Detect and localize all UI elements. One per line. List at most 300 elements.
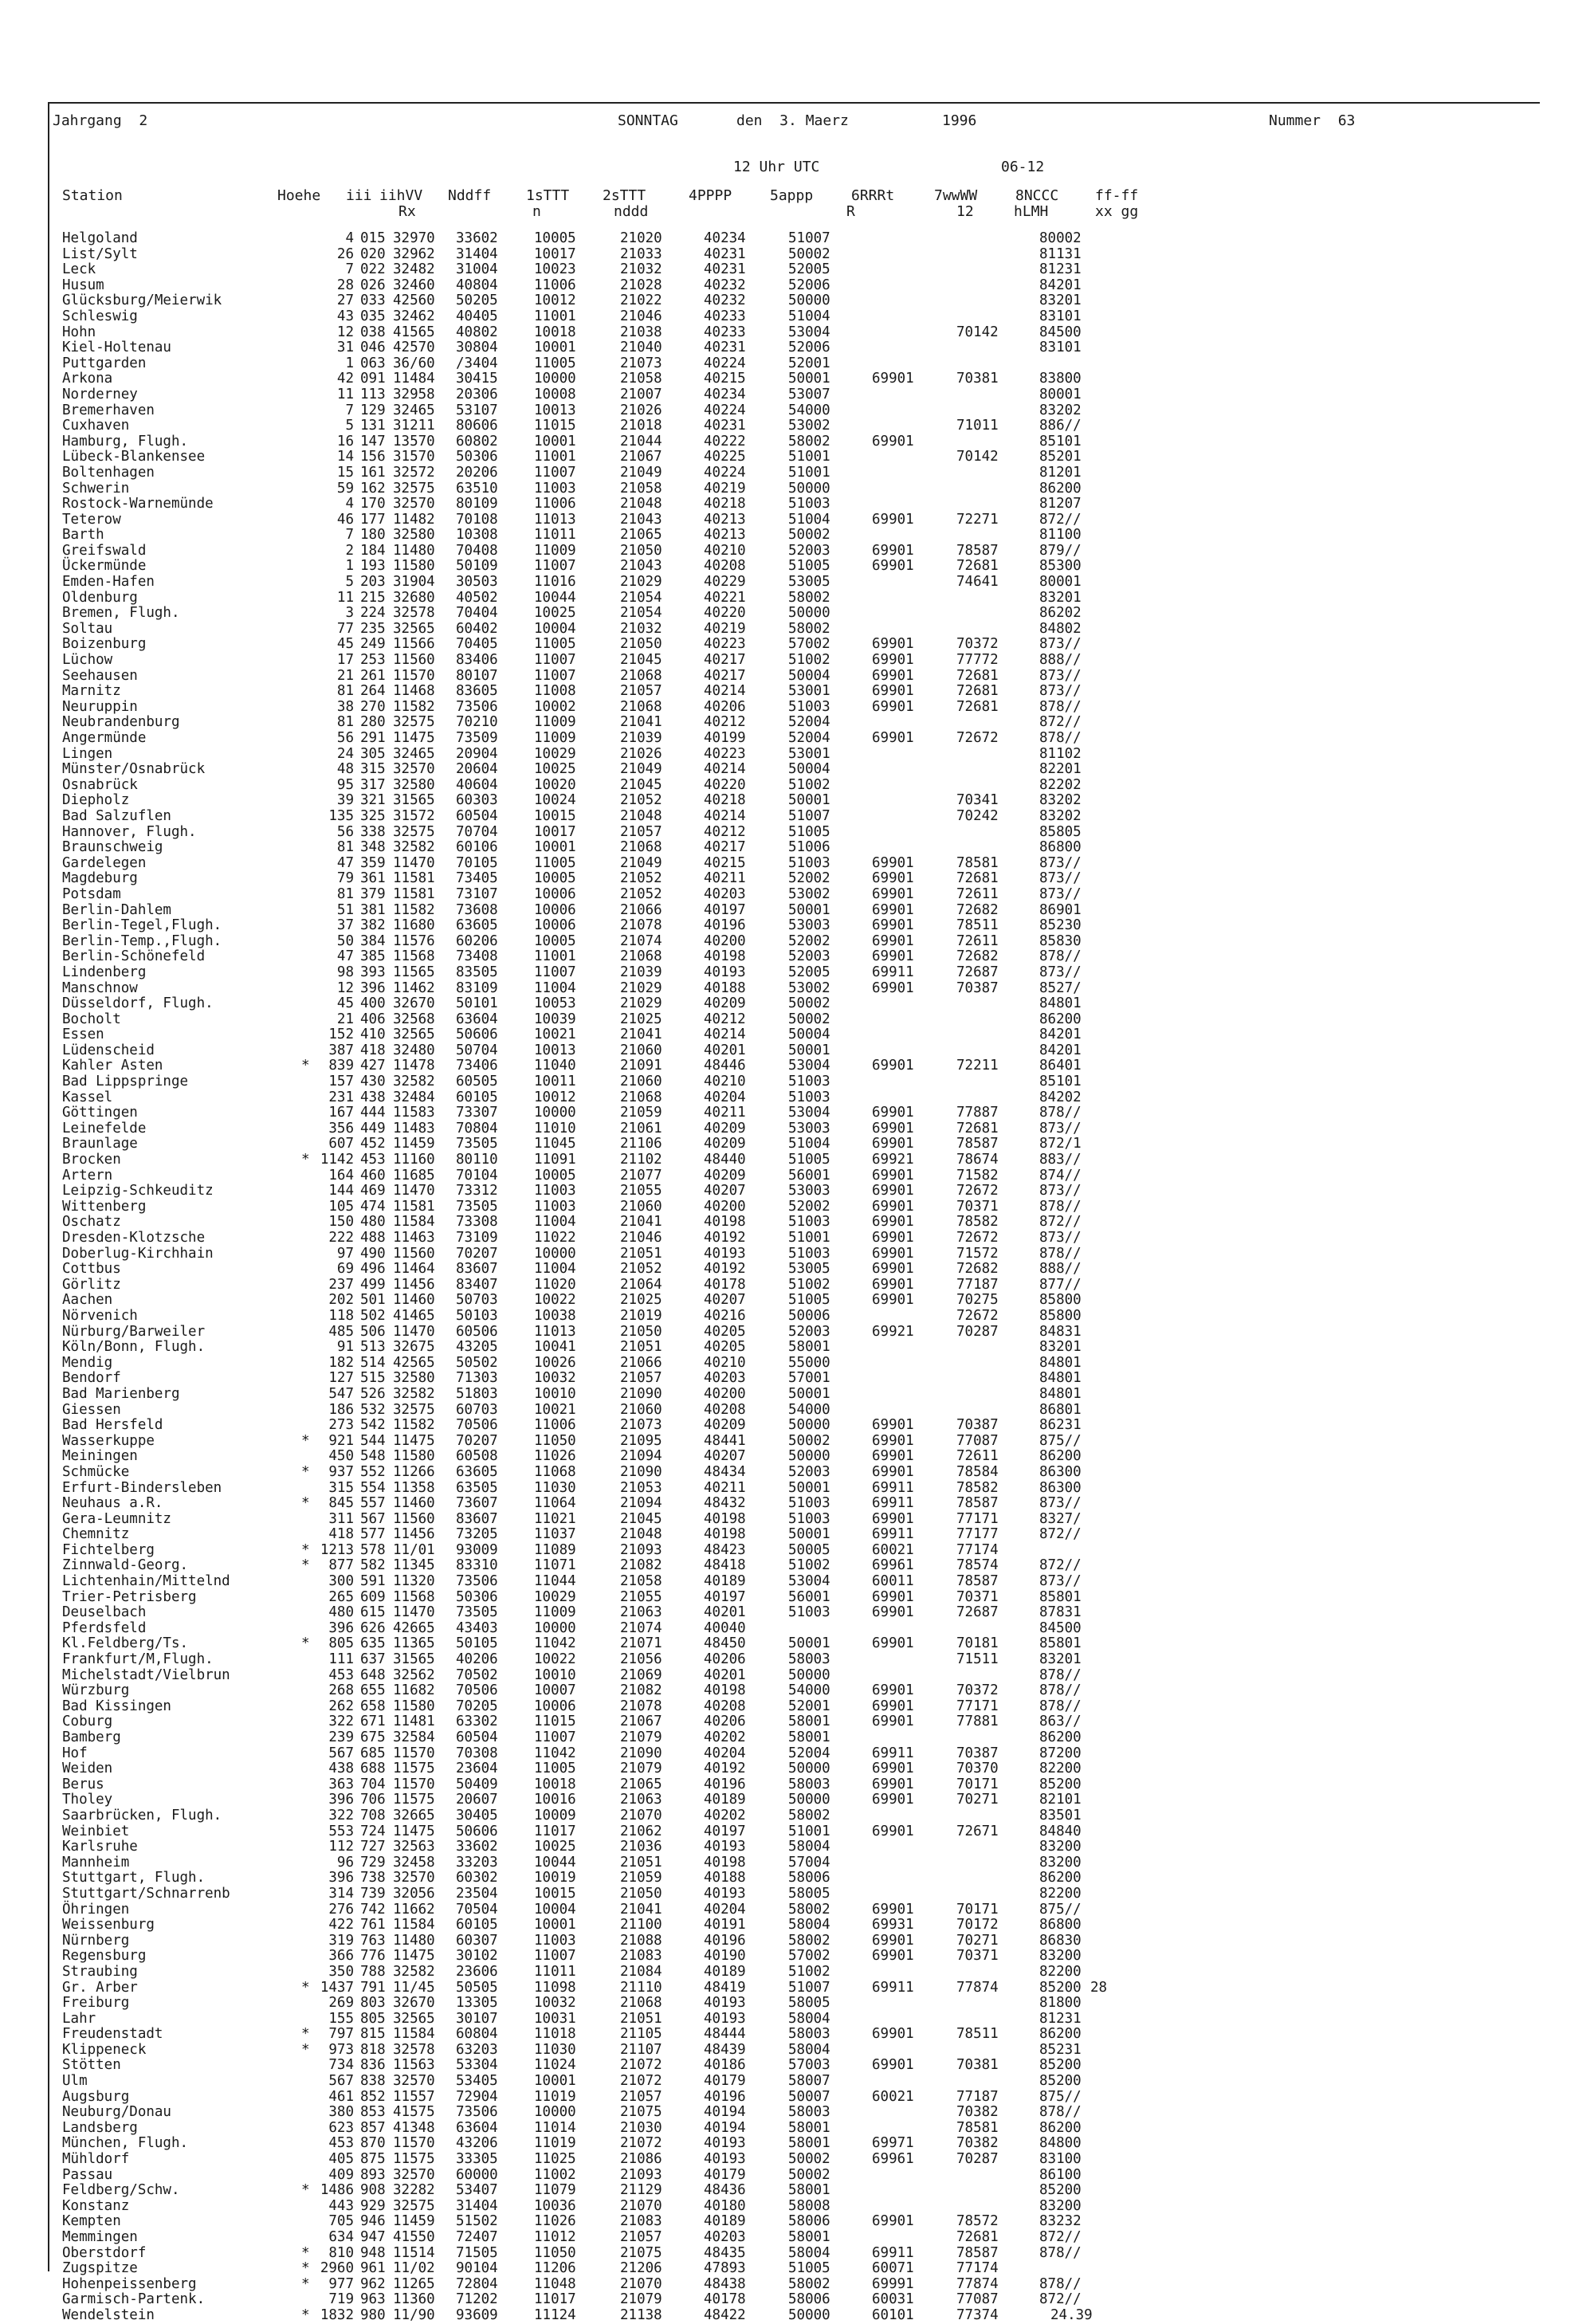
station-name: Freiburg bbox=[62, 1995, 130, 2012]
synop-group: 10038 bbox=[534, 1307, 576, 1324]
synop-group: 30503 bbox=[456, 574, 498, 591]
synop-group: 51005 bbox=[788, 2260, 830, 2277]
station-height: 553 bbox=[328, 1823, 354, 1839]
synop-group: 20604 bbox=[456, 761, 498, 778]
synop-group: 21033 bbox=[620, 245, 662, 262]
station-name: Feldberg/Schw. bbox=[62, 2182, 180, 2199]
synop-group: 40197 bbox=[704, 901, 746, 918]
synop-group: 11570 bbox=[393, 1745, 435, 1761]
synop-group: 87831 bbox=[1039, 1604, 1082, 1621]
station-index: 706 bbox=[360, 1792, 386, 1808]
station-height: 1832 bbox=[320, 2306, 354, 2323]
synop-group: 21074 bbox=[620, 932, 662, 949]
station-index: 427 bbox=[360, 1058, 386, 1074]
station-name: Lingen bbox=[62, 745, 113, 762]
station-name: Stuttgart, Flugh. bbox=[62, 1870, 206, 1886]
synop-group: 53001 bbox=[788, 683, 830, 700]
station-height: 42 bbox=[336, 371, 354, 387]
synop-group: 36/60 bbox=[393, 355, 435, 371]
synop-group: 70142 bbox=[956, 449, 999, 465]
synop-group: 40190 bbox=[704, 1948, 746, 1965]
synop-group: 70804 bbox=[456, 1120, 498, 1136]
station-height: 634 bbox=[328, 2229, 354, 2245]
synop-group: 21049 bbox=[620, 854, 662, 871]
synop-group: 71582 bbox=[956, 1167, 999, 1184]
station-height: 7 bbox=[345, 527, 354, 544]
synop-group: 58004 bbox=[788, 1839, 830, 1855]
synop-group: 63302 bbox=[456, 1714, 498, 1730]
synop-group: 69901 bbox=[872, 1058, 914, 1074]
synop-group: 11/45 bbox=[393, 1979, 435, 1996]
synop-group: 72681 bbox=[956, 2229, 999, 2245]
station-height: 453 bbox=[328, 2135, 354, 2152]
synop-group: 21054 bbox=[620, 605, 662, 622]
synop-group: 69901 bbox=[872, 1432, 914, 1449]
synop-group: 21028 bbox=[620, 277, 662, 293]
synop-group: 85200 bbox=[1039, 2057, 1082, 2074]
station-index: 526 bbox=[360, 1385, 386, 1402]
station-name: Berus bbox=[62, 1776, 104, 1792]
synop-group: 85101 bbox=[1039, 1074, 1082, 1090]
synop-group: 72672 bbox=[956, 730, 999, 746]
station-index: 582 bbox=[360, 1557, 386, 1574]
station-index: 449 bbox=[360, 1120, 386, 1136]
col-header: Hoehe bbox=[277, 187, 321, 204]
station-index: 609 bbox=[360, 1588, 386, 1605]
synop-group: 21075 bbox=[620, 2104, 662, 2121]
synop-group: 51006 bbox=[788, 839, 830, 856]
synop-group: 50002 bbox=[788, 995, 830, 1012]
synop-group: 11019 bbox=[534, 2088, 576, 2105]
synop-group: 11575 bbox=[393, 1792, 435, 1808]
synop-group: 78581 bbox=[956, 854, 999, 871]
mountain-asterisk: * bbox=[301, 1979, 310, 1996]
station-index: 515 bbox=[360, 1370, 386, 1387]
station-height: 607 bbox=[328, 1136, 354, 1152]
synop-group: 40194 bbox=[704, 2104, 746, 2121]
synop-group: 53001 bbox=[788, 745, 830, 762]
synop-group: 51007 bbox=[788, 807, 830, 824]
station-name: Öhringen bbox=[62, 1901, 130, 1918]
synop-group: 60105 bbox=[456, 1917, 498, 1933]
synop-group: 32575 bbox=[393, 1401, 435, 1418]
station-index: 502 bbox=[360, 1307, 386, 1324]
station-name: Berlin-Schönefeld bbox=[62, 948, 206, 965]
station-height: 97 bbox=[336, 1245, 354, 1262]
synop-group: 21072 bbox=[620, 2057, 662, 2074]
station-name: Stuttgart/Schnarrenb bbox=[62, 1885, 230, 1902]
synop-group: 69901 bbox=[872, 2057, 914, 2074]
synop-group: 69901 bbox=[872, 1682, 914, 1699]
synop-group: 72681 bbox=[956, 667, 999, 684]
synop-group: 72271 bbox=[956, 511, 999, 528]
synop-group: 10006 bbox=[534, 901, 576, 918]
synop-group: 69901 bbox=[872, 1776, 914, 1792]
synop-group: 21062 bbox=[620, 1823, 662, 1839]
synop-group: 32665 bbox=[393, 1807, 435, 1823]
station-height: 81 bbox=[336, 683, 354, 700]
synop-group: 63505 bbox=[456, 1479, 498, 1496]
station-index: 035 bbox=[360, 308, 386, 324]
synop-group: 40206 bbox=[704, 1651, 746, 1668]
synop-group: 11480 bbox=[393, 542, 435, 559]
synop-group: 69971 bbox=[872, 2135, 914, 2152]
synop-group: 73506 bbox=[456, 1573, 498, 1590]
synop-group: 51005 bbox=[788, 1152, 830, 1168]
station-name: Konstanz bbox=[62, 2197, 130, 2214]
station-index: 962 bbox=[360, 2275, 386, 2292]
synop-group: 32570 bbox=[393, 1870, 435, 1886]
synop-group: 73109 bbox=[456, 1230, 498, 1246]
synop-group: 70181 bbox=[956, 1635, 999, 1652]
synop-group: 60508 bbox=[456, 1448, 498, 1465]
synop-group: 31904 bbox=[393, 574, 435, 591]
synop-group: 21022 bbox=[620, 292, 662, 309]
station-height: 79 bbox=[336, 870, 354, 887]
synop-group: 77874 bbox=[956, 2275, 999, 2292]
station-index: 193 bbox=[360, 558, 386, 575]
station-name: Berlin-Dahlem bbox=[62, 901, 171, 918]
synop-group: 40198 bbox=[704, 948, 746, 965]
synop-group: 40217 bbox=[704, 652, 746, 669]
synop-group: 21068 bbox=[620, 948, 662, 965]
synop-group: 10009 bbox=[534, 1807, 576, 1823]
synop-group: 53007 bbox=[788, 386, 830, 402]
synop-group: 8327/ bbox=[1039, 1510, 1082, 1527]
synop-group: 21090 bbox=[620, 1385, 662, 1402]
synop-group: 32565 bbox=[393, 1027, 435, 1043]
synop-group: 10308 bbox=[456, 527, 498, 544]
synop-group: 11011 bbox=[534, 527, 576, 544]
synop-group: 21052 bbox=[620, 870, 662, 887]
header-jahrgang: Jahrgang 2 bbox=[53, 112, 148, 129]
synop-group: 11007 bbox=[534, 464, 576, 481]
synop-group: 11160 bbox=[393, 1152, 435, 1168]
synop-group: 32575 bbox=[393, 823, 435, 840]
synop-group: 69911 bbox=[872, 1745, 914, 1761]
synop-group: 21032 bbox=[620, 261, 662, 278]
synop-group: 11484 bbox=[393, 371, 435, 387]
synop-group: 10012 bbox=[534, 292, 576, 309]
synop-group: 11001 bbox=[534, 449, 576, 465]
synop-group: 21102 bbox=[620, 1152, 662, 1168]
synop-group: 11470 bbox=[393, 1183, 435, 1199]
station-height: 805 bbox=[328, 1635, 354, 1652]
synop-group: 23606 bbox=[456, 1963, 498, 1980]
synop-group: 40207 bbox=[704, 1183, 746, 1199]
synop-group: 40219 bbox=[704, 480, 746, 497]
synop-group: 70371 bbox=[956, 1948, 999, 1965]
synop-group: 50006 bbox=[788, 1307, 830, 1324]
synop-group: 32465 bbox=[393, 402, 435, 418]
station-name: Saarbrücken, Flugh. bbox=[62, 1807, 222, 1823]
synop-group: 70104 bbox=[456, 1167, 498, 1184]
synop-group: 11470 bbox=[393, 1604, 435, 1621]
synop-group: 11475 bbox=[393, 1823, 435, 1839]
synop-group: 872// bbox=[1039, 511, 1082, 528]
station-height: 81 bbox=[336, 839, 354, 856]
synop-group: 21050 bbox=[620, 1885, 662, 1902]
synop-group: 50007 bbox=[788, 2088, 830, 2105]
synop-group: 63605 bbox=[456, 917, 498, 934]
synop-group: 32465 bbox=[393, 745, 435, 762]
synop-group: 83100 bbox=[1039, 2151, 1082, 2168]
station-index: 727 bbox=[360, 1839, 386, 1855]
synop-group: 73307 bbox=[456, 1105, 498, 1121]
synop-group: 21068 bbox=[620, 1995, 662, 2012]
synop-group: 69911 bbox=[872, 1526, 914, 1543]
synop-group: 70242 bbox=[956, 807, 999, 824]
synop-group: 40604 bbox=[456, 776, 498, 793]
synop-group: 84801 bbox=[1039, 1370, 1082, 1387]
synop-group: 86401 bbox=[1039, 1058, 1082, 1074]
synop-group: 81201 bbox=[1039, 464, 1082, 481]
station-height: 12 bbox=[336, 979, 354, 996]
station-index: 321 bbox=[360, 792, 386, 809]
synop-group: 69901 bbox=[872, 1214, 914, 1231]
synop-group: 32970 bbox=[393, 230, 435, 246]
synop-group: 11016 bbox=[534, 574, 576, 591]
synop-group: 10006 bbox=[534, 1698, 576, 1714]
station-name: Lübeck-Blankensee bbox=[62, 449, 206, 465]
synop-group: 53004 bbox=[788, 1105, 830, 1121]
synop-group: 40217 bbox=[704, 667, 746, 684]
synop-group: 58003 bbox=[788, 2104, 830, 2121]
synop-group: 32582 bbox=[393, 1963, 435, 1980]
station-height: 7 bbox=[345, 402, 354, 418]
synop-group: 51004 bbox=[788, 308, 830, 324]
mountain-asterisk: * bbox=[301, 1432, 310, 1449]
synop-group: 11583 bbox=[393, 1105, 435, 1121]
synop-group: 10031 bbox=[534, 2010, 576, 2027]
synop-group: 60303 bbox=[456, 792, 498, 809]
synop-group: 11005 bbox=[534, 355, 576, 371]
synop-group: 78587 bbox=[956, 542, 999, 559]
station-height: 265 bbox=[328, 1588, 354, 1605]
synop-group: 83109 bbox=[456, 979, 498, 996]
synop-group: 52002 bbox=[788, 870, 830, 887]
station-name: Oschatz bbox=[62, 1214, 121, 1231]
station-height: 396 bbox=[328, 1870, 354, 1886]
synop-group: 40209 bbox=[704, 1120, 746, 1136]
extra-value: 28 bbox=[1090, 1979, 1108, 1996]
synop-group: 30415 bbox=[456, 371, 498, 387]
header-nummer: Nummer 63 bbox=[1269, 112, 1356, 129]
station-name: Hannover, Flugh. bbox=[62, 823, 197, 840]
synop-group: 73607 bbox=[456, 1495, 498, 1512]
station-name: Magdeburg bbox=[62, 870, 138, 887]
synop-group: 50103 bbox=[456, 1307, 498, 1324]
synop-group: 20904 bbox=[456, 745, 498, 762]
synop-group: 71011 bbox=[956, 418, 999, 434]
synop-group: 20206 bbox=[456, 464, 498, 481]
synop-group: 82200 bbox=[1039, 1885, 1082, 1902]
synop-group: 40222 bbox=[704, 433, 746, 449]
synop-group: 11007 bbox=[534, 1729, 576, 1745]
synop-group: 60105 bbox=[456, 1089, 498, 1105]
synop-group: 40208 bbox=[704, 1698, 746, 1714]
synop-group: 73506 bbox=[456, 2104, 498, 2121]
station-name: Garmisch-Partenk. bbox=[62, 2291, 206, 2308]
synop-group: 11265 bbox=[393, 2275, 435, 2292]
synop-group: 32670 bbox=[393, 1995, 435, 2012]
synop-group: 40194 bbox=[704, 2119, 746, 2136]
synop-group: 878// bbox=[1039, 698, 1082, 715]
station-height: 37 bbox=[336, 917, 354, 934]
synop-group: 21040 bbox=[620, 340, 662, 356]
station-name: Bad Hersfeld bbox=[62, 1417, 163, 1434]
station-name: Barth bbox=[62, 527, 104, 544]
station-name: List/Sylt bbox=[62, 245, 138, 262]
synop-group: 70105 bbox=[456, 854, 498, 871]
synop-group: 73406 bbox=[456, 1058, 498, 1074]
synop-group: 11012 bbox=[534, 2229, 576, 2245]
synop-group: 58001 bbox=[788, 1339, 830, 1356]
synop-group: 11580 bbox=[393, 558, 435, 575]
synop-group: 21079 bbox=[620, 1761, 662, 1777]
synop-group: 40209 bbox=[704, 1136, 746, 1152]
synop-group: 77177 bbox=[956, 1526, 999, 1543]
synop-group: 83200 bbox=[1039, 1839, 1082, 1855]
station-name: Emden-Hafen bbox=[62, 574, 155, 591]
col-header: ff-ff bbox=[1095, 187, 1139, 204]
synop-group: 70408 bbox=[456, 542, 498, 559]
col-header: Nddff bbox=[448, 187, 492, 204]
synop-group: 40220 bbox=[704, 605, 746, 622]
synop-group: 11475 bbox=[393, 730, 435, 746]
station-height: 38 bbox=[336, 698, 354, 715]
synop-group: 11064 bbox=[534, 1495, 576, 1512]
synop-group: 51005 bbox=[788, 558, 830, 575]
station-index: 215 bbox=[360, 589, 386, 606]
synop-group: 77187 bbox=[956, 1276, 999, 1293]
synop-group: 73312 bbox=[456, 1183, 498, 1199]
station-height: 810 bbox=[328, 2244, 354, 2261]
mountain-asterisk: * bbox=[301, 2275, 310, 2292]
station-index: 348 bbox=[360, 839, 386, 856]
station-name: Aachen bbox=[62, 1292, 113, 1309]
synop-group: 69901 bbox=[872, 1604, 914, 1621]
synop-group: 40193 bbox=[704, 2151, 746, 2168]
station-index: 261 bbox=[360, 667, 386, 684]
synop-group: 10011 bbox=[534, 1074, 576, 1090]
station-index: 724 bbox=[360, 1823, 386, 1839]
station-height: 350 bbox=[328, 1963, 354, 1980]
synop-group: 11459 bbox=[393, 2213, 435, 2230]
synop-group: 57001 bbox=[788, 1370, 830, 1387]
synop-group: 32570 bbox=[393, 496, 435, 512]
synop-group: 70171 bbox=[956, 1901, 999, 1918]
synop-group: 51001 bbox=[788, 1823, 830, 1839]
synop-group: 41550 bbox=[393, 2229, 435, 2245]
synop-group: 21066 bbox=[620, 1354, 662, 1371]
synop-group: 10017 bbox=[534, 245, 576, 262]
mountain-asterisk: * bbox=[301, 1463, 310, 1480]
synop-group: 11014 bbox=[534, 2119, 576, 2136]
station-name: Gardelegen bbox=[62, 854, 147, 871]
station-height: 705 bbox=[328, 2213, 354, 2230]
synop-group: 10000 bbox=[534, 1245, 576, 1262]
synop-group: 87200 bbox=[1039, 1745, 1082, 1761]
station-index: 615 bbox=[360, 1604, 386, 1621]
synop-group: 50002 bbox=[788, 2166, 830, 2183]
col-subheader: R bbox=[846, 203, 855, 220]
station-index: 305 bbox=[360, 745, 386, 762]
synop-group: 69901 bbox=[872, 2026, 914, 2043]
synop-group: 58004 bbox=[788, 2244, 830, 2261]
synop-group: 10019 bbox=[534, 1870, 576, 1886]
synop-group: 77174 bbox=[956, 1541, 999, 1558]
synop-group: 872// bbox=[1039, 2229, 1082, 2245]
station-index: 015 bbox=[360, 230, 386, 246]
station-height: 69 bbox=[336, 1261, 354, 1278]
station-index: 853 bbox=[360, 2104, 386, 2121]
synop-group: 874// bbox=[1039, 1167, 1082, 1184]
station-height: 396 bbox=[328, 1792, 354, 1808]
station-height: 2 bbox=[345, 542, 354, 559]
station-height: 268 bbox=[328, 1682, 354, 1699]
synop-group: 31404 bbox=[456, 245, 498, 262]
synop-group: 11006 bbox=[534, 1417, 576, 1434]
station-height: 734 bbox=[328, 2057, 354, 2074]
synop-group: 84831 bbox=[1039, 1323, 1082, 1340]
station-name: Glücksburg/Meierwik bbox=[62, 292, 222, 309]
synop-group: 50703 bbox=[456, 1292, 498, 1309]
synop-group: 33203 bbox=[456, 1854, 498, 1871]
station-index: 022 bbox=[360, 261, 386, 278]
station-name: Weissenburg bbox=[62, 1917, 155, 1933]
station-index: 325 bbox=[360, 807, 386, 824]
synop-group: 10025 bbox=[534, 605, 576, 622]
synop-group: 11482 bbox=[393, 511, 435, 528]
synop-group: 11015 bbox=[534, 418, 576, 434]
synop-group: 58001 bbox=[788, 2119, 830, 2136]
synop-group: 878// bbox=[1039, 1245, 1082, 1262]
synop-group: 73405 bbox=[456, 870, 498, 887]
synop-group: 21072 bbox=[620, 2073, 662, 2090]
synop-group: 40405 bbox=[456, 308, 498, 324]
station-height: 315 bbox=[328, 1479, 354, 1496]
synop-group: 11048 bbox=[534, 2275, 576, 2292]
synop-group: 30102 bbox=[456, 1948, 498, 1965]
station-name: Gera-Leumnitz bbox=[62, 1510, 171, 1527]
header-interval: 06-12 bbox=[1001, 159, 1045, 175]
station-index: 857 bbox=[360, 2119, 386, 2136]
synop-group: 21094 bbox=[620, 1495, 662, 1512]
station-index: 490 bbox=[360, 1245, 386, 1262]
synop-group: 21025 bbox=[620, 1011, 662, 1027]
synop-group: 21071 bbox=[620, 1635, 662, 1652]
synop-group: 51003 bbox=[788, 1510, 830, 1527]
station-name: Seehausen bbox=[62, 667, 138, 684]
synop-group: 21065 bbox=[620, 1776, 662, 1792]
station-name: Helgoland bbox=[62, 230, 138, 246]
synop-group: 10015 bbox=[534, 1885, 576, 1902]
station-height: 150 bbox=[328, 1214, 354, 1231]
synop-group: 21067 bbox=[620, 1714, 662, 1730]
station-index: 870 bbox=[360, 2135, 386, 2152]
synop-group: 50000 bbox=[788, 1448, 830, 1465]
synop-group: 53003 bbox=[788, 917, 830, 934]
synop-group: 84802 bbox=[1039, 620, 1082, 637]
synop-group: 57003 bbox=[788, 2057, 830, 2074]
synop-group: 11460 bbox=[393, 1495, 435, 1512]
synop-group: 40206 bbox=[704, 698, 746, 715]
col-subheader: 12 bbox=[956, 203, 974, 220]
station-name: Bad Marienberg bbox=[62, 1385, 180, 1402]
synop-group: 51002 bbox=[788, 652, 830, 669]
synop-group: 40233 bbox=[704, 324, 746, 340]
